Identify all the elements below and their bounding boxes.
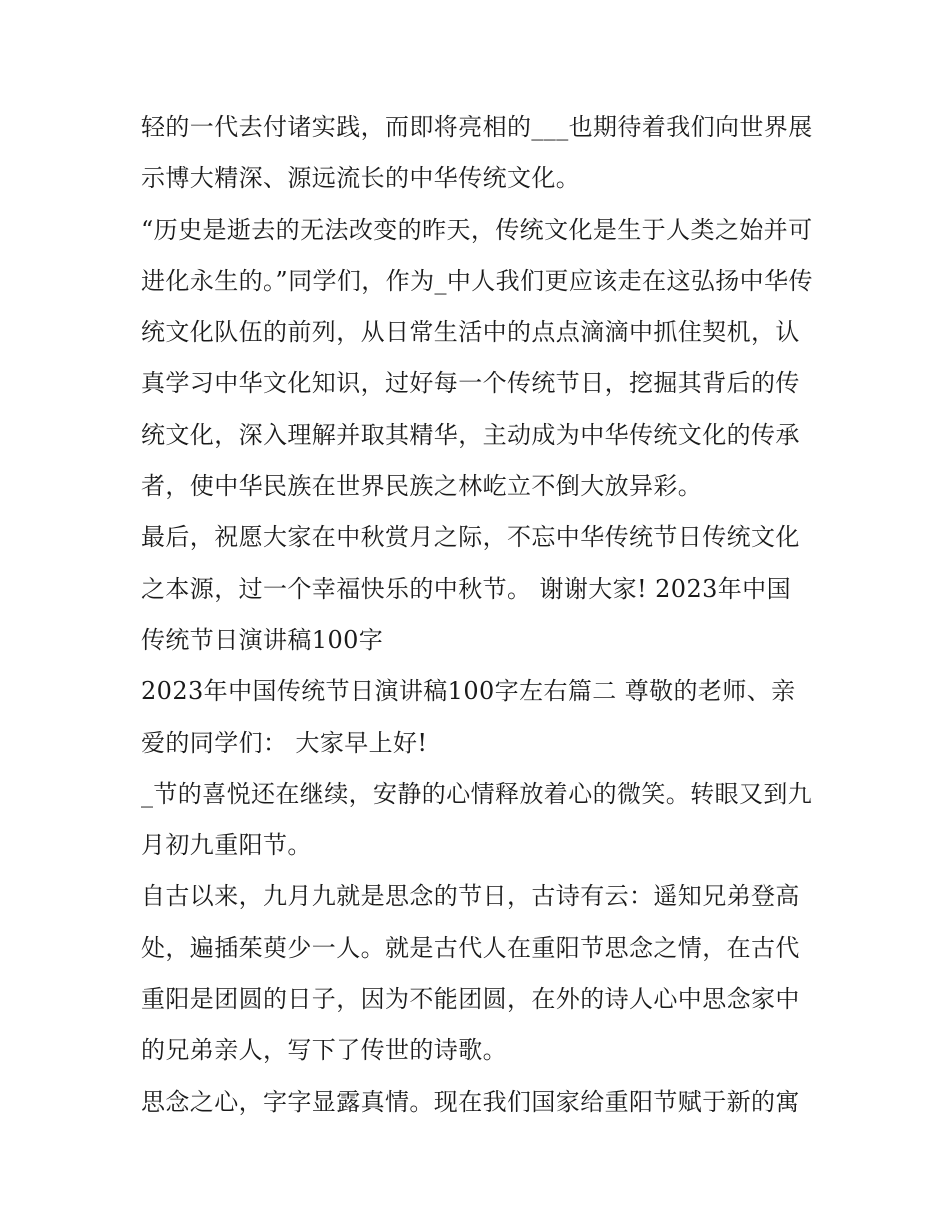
paragraph-4: 2023年中国传统节日演讲稿100字左右篇二 尊敬的老师、亲爱的同学们： 大家早上好! xyxy=(141,677,796,757)
document-body xyxy=(141,102,813,1128)
paragraph-6: 自古以来，九月九就是思念的节日，古诗有云：遥知兄弟登高处，遍插茱萸少一人。就是古代人在重阳节思念之情，在古代重阳是团圆的日子，因为不能团圆，在外的诗人心中思念家中的兄弟亲人，写下了传世的诗歌。 xyxy=(141,882,800,1065)
paragraph-7: 思念之心，字字显露真情。现在我们国家给重阳节赋于新的寓 xyxy=(141,1087,800,1116)
paragraph-1: 轻的一代去付诸实践，而即将亮相的___也期待着我们向世界展示博大精深、源远流长的中华传统文化。 xyxy=(141,113,813,193)
paragraph-2: “历史是逝去的无法改变的昨天，传统文化是生于人类之始并可进化永生的。”同学们，作为_中人我们更应该走在这弘扬中华传统文化队伍的前列，从日常生活中的点点滴滴中抓住契机，认真学习中华文化知识，过好每一个传统节日，挖掘其背后的传统文化，深入理解并取其精华，主动成为中华传统文化的传承者，使中华民族在世界民族之林屹立不倒大放异彩。 xyxy=(141,215,813,501)
paragraph-5: _节的喜悦还在继续，安静的心情释放着心的微笑。转眼又到九月初九重阳节。 xyxy=(141,779,813,860)
paragraph-3: 最后，祝愿大家在中秋赏月之际，不忘中华传统节日传统文化之本源，过一个幸福快乐的中秋节。 谢谢大家! 2023年中国传统节日演讲稿100字 xyxy=(141,523,800,654)
